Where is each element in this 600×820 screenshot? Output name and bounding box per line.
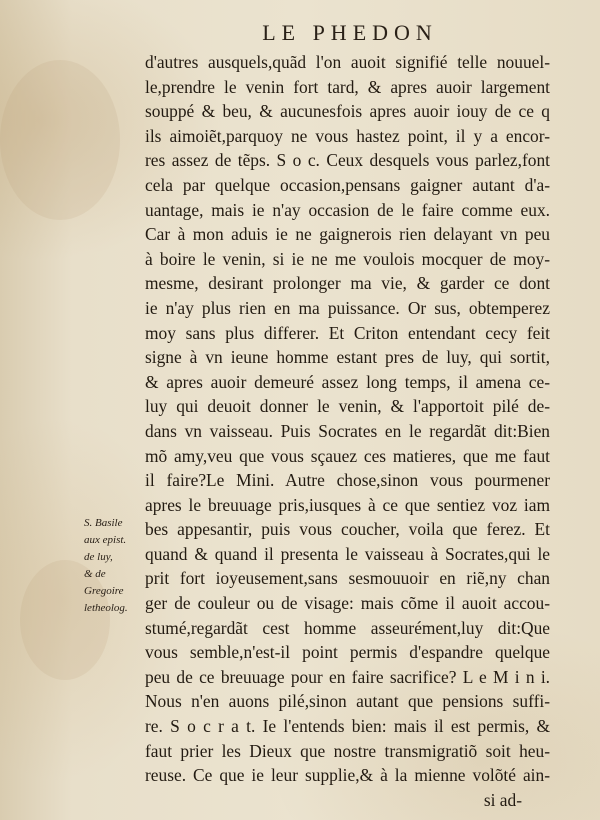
margin-note-line: de luy, — [84, 551, 113, 563]
text-line: res assez de tẽps. S o c. Ceux desquels vous parlez,font — [145, 150, 550, 171]
text-line: apres le breuuage pris,iusques à ce que sentiez voz iam — [145, 494, 550, 515]
text-line: stumé,regardãt cest homme asseurément,luy dit:Que — [145, 617, 550, 638]
text-line: ie n'ay plus rien en ma puissance. Or sus, obtemperez — [145, 297, 550, 318]
text-line: quand & quand il presenta le vaisseau à Socrates,qui le — [145, 543, 550, 564]
text-line: reuse. Ce que ie leur supplie,& à la mienne volõté ain- — [145, 765, 550, 786]
text-line: & apres auoir demeuré assez long temps, il amena ce- — [145, 371, 550, 392]
text-line: bes appesantir, puis vous coucher, voila que ferez. Et — [145, 519, 550, 540]
text-line: mõ amy,veu que vous sçauez ces matieres, que me faut — [145, 445, 550, 466]
body-text — [145, 50, 550, 812]
text-line: dans vn vaisseau. Puis Socrates en le regardãt dit:Bien — [145, 420, 550, 441]
text-line: d'autres ausquels,quãd l'on auoit signifié telle nouuel- — [145, 52, 550, 72]
margin-note — [84, 515, 146, 617]
text-line: Nous n'en auons pilé,sinon autant que pensions suffi- — [145, 691, 550, 712]
margin-note-line: letheolog. — [84, 602, 128, 614]
text-line: à boire le venin, si ie ne me voulois mocquer de moy- — [145, 248, 550, 269]
text-line: ger de couleur ou de visage: mais cõme il auoit accou- — [145, 593, 550, 614]
text-line: souppé & beu, & aucunesfois apres auoir iouy de ce q — [145, 101, 550, 122]
margin-note-line: Gregoire — [84, 585, 124, 597]
text-line: Car à mon aduis ie ne gaignerois rien delayant vn peu — [145, 224, 550, 245]
text-line: uantage, mais ie n'ay occasion de le faire comme eux. — [145, 199, 550, 220]
text-line: le,prendre le venin fort tard, & apres auoir largement — [145, 76, 550, 97]
text-line: peu de ce breuuage pour en faire sacrifice? L e M i n i. — [145, 666, 550, 687]
text-line: re. S o c r a t. Ie l'entends bien: mais il est permis, & — [145, 716, 550, 737]
text-line: cela par quelque occasion,pensans gaigner autant d'a- — [145, 174, 550, 195]
paper-stain — [0, 60, 120, 220]
text-line: signe à vn ieune homme estant pres de luy, qui sortit, — [145, 347, 550, 368]
catchword: si ad- — [483, 789, 522, 810]
text-line: ils aimoiẽt,parquoy ne vous hastez point, il y a encor- — [145, 125, 550, 146]
text-line: prit fort ioyeusement,sans sesmouuoir en riẽ,ny chan — [145, 568, 550, 589]
text-line: luy qui deuoit donner le venin, & l'apportoit pilé de- — [145, 396, 550, 417]
margin-note-line: aux epist. — [84, 534, 127, 546]
margin-note-line: S. Basile — [84, 517, 123, 529]
running-head: LE PHEDON — [262, 20, 438, 45]
margin-note-line: & de — [84, 568, 106, 580]
text-line: moy sans plus differer. Et Criton entendant cecy feit — [145, 322, 550, 343]
text-line: faut prier les Dieux que nostre transmigratiõ soit heu- — [145, 740, 550, 761]
text-line: mesme, desirant prolonger ma vie, & garder ce dont — [145, 273, 550, 294]
text-line: vous semble,n'est-il point permis d'espandre quelque — [145, 642, 550, 663]
text-line: il faire?Le Mini. Autre chose,sinon vous pourmener — [145, 470, 550, 491]
